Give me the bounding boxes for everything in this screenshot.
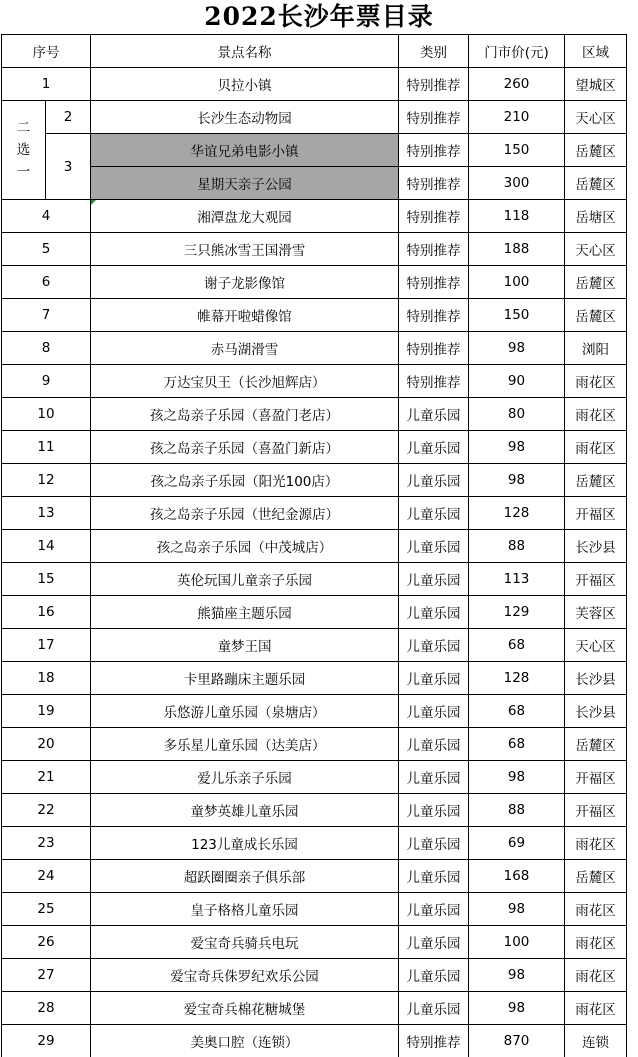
attraction-name: 多乐星儿童乐园（达美店）: [91, 728, 399, 761]
attraction-price: 100: [469, 926, 565, 959]
table-row: [2, 1025, 627, 1057]
row-number: 2: [46, 101, 91, 134]
attraction-category: 儿童乐园: [399, 464, 469, 497]
table-row: [2, 398, 627, 431]
header-seq: 序号: [2, 35, 91, 68]
attraction-name: 卡里路蹦床主题乐园: [91, 662, 399, 695]
table-row: [2, 860, 627, 893]
choice-group-char: 选: [16, 142, 31, 158]
attraction-district: 长沙县: [565, 662, 627, 695]
attraction-district: 岳麓区: [565, 134, 627, 167]
table-row: [2, 728, 627, 761]
table-row: [2, 332, 627, 365]
header-name: 景点名称: [91, 35, 399, 68]
attraction-price: 150: [469, 134, 565, 167]
attraction-district: 岳麓区: [565, 860, 627, 893]
attraction-district: 岳塘区: [565, 200, 627, 233]
attraction-name: 华谊兄弟电影小镇: [91, 134, 399, 167]
row-number: 11: [2, 431, 91, 464]
attraction-district: 芙蓉区: [565, 596, 627, 629]
attraction-name: 孩之岛亲子乐园（阳光100店）: [91, 464, 399, 497]
attraction-district: 雨花区: [565, 893, 627, 926]
table-row: [2, 596, 627, 629]
row-number: 13: [2, 497, 91, 530]
attraction-category: 儿童乐园: [399, 959, 469, 992]
attraction-district: 雨花区: [565, 926, 627, 959]
attraction-price: 260: [469, 68, 565, 101]
row-number: 15: [2, 563, 91, 596]
attraction-district: 岳麓区: [565, 266, 627, 299]
table-row: [2, 992, 627, 1025]
attraction-price: 113: [469, 563, 565, 596]
attraction-name: 赤马湖滑雪: [91, 332, 399, 365]
table-row: [2, 464, 627, 497]
attraction-price: 90: [469, 365, 565, 398]
row-number: 17: [2, 629, 91, 662]
attraction-category: 儿童乐园: [399, 497, 469, 530]
attraction-category: 儿童乐园: [399, 926, 469, 959]
row-number: 6: [2, 266, 91, 299]
attraction-category: 儿童乐园: [399, 728, 469, 761]
attraction-price: 150: [469, 299, 565, 332]
attraction-price: 98: [469, 464, 565, 497]
attraction-district: 连锁: [565, 1025, 627, 1057]
attraction-category: 儿童乐园: [399, 860, 469, 893]
row-number: 21: [2, 761, 91, 794]
attractions-table: [1, 34, 627, 1057]
attraction-category: 特别推荐: [399, 299, 469, 332]
attraction-category: 儿童乐园: [399, 761, 469, 794]
attraction-name: 乐悠游儿童乐园（泉塘店）: [91, 695, 399, 728]
attraction-price: 98: [469, 959, 565, 992]
attraction-category: 儿童乐园: [399, 530, 469, 563]
row-number: 3: [46, 134, 91, 200]
table-row: [2, 68, 627, 101]
attraction-district: 岳麓区: [565, 464, 627, 497]
table-row: [2, 530, 627, 563]
attraction-price: 188: [469, 233, 565, 266]
table-row: [2, 695, 627, 728]
attraction-name: 爱宝奇兵棉花糖城堡: [91, 992, 399, 1025]
attraction-name: 万达宝贝王（长沙旭辉店）: [91, 365, 399, 398]
attraction-price: 68: [469, 728, 565, 761]
attraction-name: 123儿童成长乐园: [91, 827, 399, 860]
attraction-name: 超跃圈圈亲子俱乐部: [91, 860, 399, 893]
attraction-price: 100: [469, 266, 565, 299]
attraction-district: 岳麓区: [565, 299, 627, 332]
table-row: [2, 563, 627, 596]
header-category: 类别: [399, 35, 469, 68]
table-row: [2, 761, 627, 794]
attraction-category: 儿童乐园: [399, 662, 469, 695]
choice-group-char: 二: [16, 120, 31, 136]
attraction-category: 儿童乐园: [399, 893, 469, 926]
row-number: 28: [2, 992, 91, 1025]
row-number: 16: [2, 596, 91, 629]
attraction-price: 129: [469, 596, 565, 629]
attraction-district: 雨花区: [565, 959, 627, 992]
attraction-name: 谢子龙影像馆: [91, 266, 399, 299]
choice-group-label: [2, 101, 46, 200]
attraction-name: 帷幕开啦蜡像馆: [91, 299, 399, 332]
table-row: [2, 926, 627, 959]
attraction-district: 天心区: [565, 233, 627, 266]
row-number: 22: [2, 794, 91, 827]
attraction-name: 美奥口腔（连锁）: [91, 1025, 399, 1057]
attraction-name: 孩之岛亲子乐园（喜盈门新店）: [91, 431, 399, 464]
attraction-district: 雨花区: [565, 365, 627, 398]
table-row: [2, 794, 627, 827]
attraction-price: 128: [469, 662, 565, 695]
attraction-price: 88: [469, 530, 565, 563]
attraction-district: 浏阳: [565, 332, 627, 365]
attraction-price: 88: [469, 794, 565, 827]
attraction-district: 雨花区: [565, 398, 627, 431]
table-row: [2, 200, 627, 233]
attraction-price: 98: [469, 332, 565, 365]
row-number: 25: [2, 893, 91, 926]
attraction-district: 雨花区: [565, 992, 627, 1025]
attraction-category: 儿童乐园: [399, 695, 469, 728]
attraction-category: 儿童乐园: [399, 629, 469, 662]
attraction-category: 儿童乐园: [399, 794, 469, 827]
attraction-price: 98: [469, 431, 565, 464]
attraction-name: 熊猫座主题乐园: [91, 596, 399, 629]
choice-group-text: [17, 117, 31, 183]
attraction-district: 长沙县: [565, 530, 627, 563]
page-title: 2022长沙年票目录: [204, 2, 434, 31]
attraction-district: 岳麓区: [565, 167, 627, 200]
attraction-category: 儿童乐园: [399, 992, 469, 1025]
attraction-category: 特别推荐: [399, 200, 469, 233]
table-row: [2, 827, 627, 860]
attraction-price: 300: [469, 167, 565, 200]
table-row: [2, 497, 627, 530]
row-number: 9: [2, 365, 91, 398]
table-row: [2, 101, 627, 134]
attraction-district: 岳麓区: [565, 728, 627, 761]
attraction-district: 望城区: [565, 68, 627, 101]
row-number: 18: [2, 662, 91, 695]
attraction-name: 孩之岛亲子乐园（中茂城店）: [91, 530, 399, 563]
attraction-category: 特别推荐: [399, 266, 469, 299]
attraction-category: 特别推荐: [399, 233, 469, 266]
attraction-name: 孩之岛亲子乐园（世纪金源店）: [91, 497, 399, 530]
row-number: 7: [2, 299, 91, 332]
attraction-category: 儿童乐园: [399, 398, 469, 431]
attraction-district: 雨花区: [565, 827, 627, 860]
row-number: 8: [2, 332, 91, 365]
row-number: 10: [2, 398, 91, 431]
attraction-price: 210: [469, 101, 565, 134]
attraction-price: 118: [469, 200, 565, 233]
attraction-district: 开福区: [565, 563, 627, 596]
attraction-district: 开福区: [565, 497, 627, 530]
attraction-price: 168: [469, 860, 565, 893]
attraction-name: 三只熊冰雪王国滑雪: [91, 233, 399, 266]
header-price: 门市价(元): [469, 35, 565, 68]
table-row: [2, 431, 627, 464]
table-row: [2, 233, 627, 266]
attraction-category: 特别推荐: [399, 101, 469, 134]
table-row: [2, 893, 627, 926]
attraction-price: 98: [469, 992, 565, 1025]
table-row: [2, 365, 627, 398]
table-row: [2, 629, 627, 662]
table-row: [2, 134, 627, 167]
attraction-category: 儿童乐园: [399, 596, 469, 629]
attraction-district: 长沙县: [565, 695, 627, 728]
attraction-category: 儿童乐园: [399, 563, 469, 596]
table-row: [2, 959, 627, 992]
attraction-price: 870: [469, 1025, 565, 1057]
table-row: [2, 662, 627, 695]
attraction-name: 贝拉小镇: [91, 68, 399, 101]
row-number: 19: [2, 695, 91, 728]
attraction-category: 特别推荐: [399, 1025, 469, 1057]
attraction-price: 98: [469, 761, 565, 794]
attraction-name: 爱宝奇兵侏罗纪欢乐公园: [91, 959, 399, 992]
row-number: 20: [2, 728, 91, 761]
attraction-name: 长沙生态动物园: [91, 101, 399, 134]
attraction-name: 爱宝奇兵骑兵电玩: [91, 926, 399, 959]
table-row: [2, 167, 627, 200]
row-number: 14: [2, 530, 91, 563]
attraction-category: 特别推荐: [399, 332, 469, 365]
attraction-name: 湘潭盘龙大观园: [91, 200, 399, 233]
row-number: 5: [2, 233, 91, 266]
attraction-district: 开福区: [565, 761, 627, 794]
attraction-name: 童梦英雄儿童乐园: [91, 794, 399, 827]
row-number: 12: [2, 464, 91, 497]
table-row: [2, 266, 627, 299]
attraction-category: 儿童乐园: [399, 431, 469, 464]
attraction-category: 儿童乐园: [399, 827, 469, 860]
row-number: 4: [2, 200, 91, 233]
attraction-price: 68: [469, 629, 565, 662]
attraction-district: 开福区: [565, 794, 627, 827]
attraction-name: 孩之岛亲子乐园（喜盈门老店）: [91, 398, 399, 431]
header-district: 区域: [565, 35, 627, 68]
attraction-name: 英伦玩国儿童亲子乐园: [91, 563, 399, 596]
row-number: 23: [2, 827, 91, 860]
attraction-district: 天心区: [565, 629, 627, 662]
attraction-name: 爱儿乐亲子乐园: [91, 761, 399, 794]
table-row: [2, 299, 627, 332]
attraction-price: 68: [469, 695, 565, 728]
row-number: 27: [2, 959, 91, 992]
attraction-category: 特别推荐: [399, 134, 469, 167]
attraction-price: 80: [469, 398, 565, 431]
row-number: 24: [2, 860, 91, 893]
attraction-district: 雨花区: [565, 431, 627, 464]
attraction-name: 童梦王国: [91, 629, 399, 662]
attraction-name: 皇子格格儿童乐园: [91, 893, 399, 926]
attraction-price: 128: [469, 497, 565, 530]
row-number: 1: [2, 68, 91, 101]
attraction-category: 特别推荐: [399, 167, 469, 200]
attraction-price: 98: [469, 893, 565, 926]
choice-group-char: 一: [16, 164, 31, 180]
attraction-name: 星期天亲子公园: [91, 167, 399, 200]
attraction-price: 69: [469, 827, 565, 860]
row-number: 29: [2, 1025, 91, 1057]
attraction-category: 特别推荐: [399, 68, 469, 101]
attraction-category: 特别推荐: [399, 365, 469, 398]
row-number: 26: [2, 926, 91, 959]
header-row: [2, 35, 627, 68]
attraction-district: 天心区: [565, 101, 627, 134]
